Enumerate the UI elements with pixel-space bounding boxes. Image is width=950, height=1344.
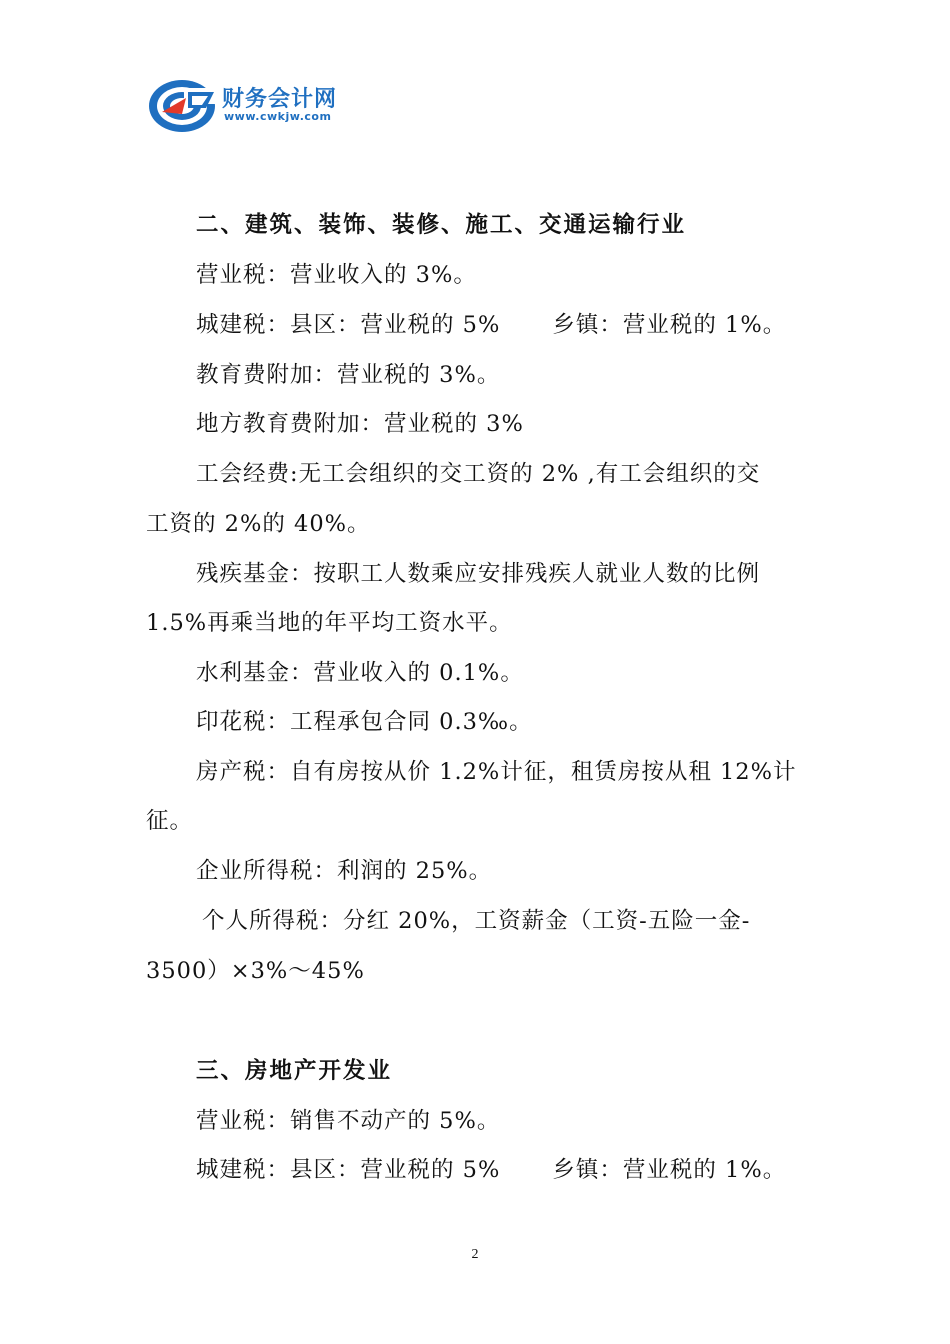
site-logo	[148, 76, 368, 136]
text-line: 房产税：自有房按从价 1.2%计征，租赁房按从租 12%计	[196, 759, 797, 785]
text-line: 企业所得税：利润的 25%。	[196, 858, 493, 884]
text-line: 营业税：销售不动产的 5%。	[196, 1108, 501, 1134]
text-line: 教育费附加：营业税的 3%。	[196, 362, 501, 388]
text-segment: 城建税：县区：营业税的 5%	[196, 312, 501, 338]
text-line: 工会经费:无工会组织的交工资的 2% ,有工会组织的交	[196, 461, 761, 487]
text-line: 残疾基金：按职工人数乘应安排残疾人就业人数的比例	[196, 561, 761, 587]
logo-mark-icon	[148, 78, 218, 134]
text-line: 征。	[146, 808, 194, 834]
text-line: 个人所得税：分红 20%，工资薪金（工资-五险一金-	[202, 908, 751, 934]
logo-name: 财务会计网	[222, 87, 338, 112]
text-line: 水利基金：营业收入的 0.1%。	[196, 660, 524, 686]
page-number: 2	[471, 1247, 479, 1262]
text-segment: 城建税：县区：营业税的 5%	[196, 1157, 501, 1183]
text-line	[196, 310, 866, 340]
section-heading: 二、建筑、装饰、装修、施工、交通运输行业	[196, 212, 687, 238]
text-line: 印花税：工程承包合同 0.3‰。	[196, 709, 533, 735]
text-line: 地方教育费附加：营业税的 3%	[196, 411, 524, 437]
logo-url: www.cwkjw.com	[224, 110, 332, 123]
text-line: 3500）×3%～45%	[146, 958, 365, 984]
section-heading: 三、房地产开发业	[196, 1058, 393, 1084]
text-line: 营业税：营业收入的 3%。	[196, 262, 477, 288]
text-line: 1.5%再乘当地的年平均工资水平。	[146, 610, 513, 636]
text-segment: 乡镇：营业税的 1%。	[552, 312, 787, 338]
text-line	[196, 1155, 866, 1185]
text-line: 工资的 2%的 40%。	[146, 511, 371, 537]
text-segment: 乡镇：营业税的 1%。	[552, 1157, 787, 1183]
